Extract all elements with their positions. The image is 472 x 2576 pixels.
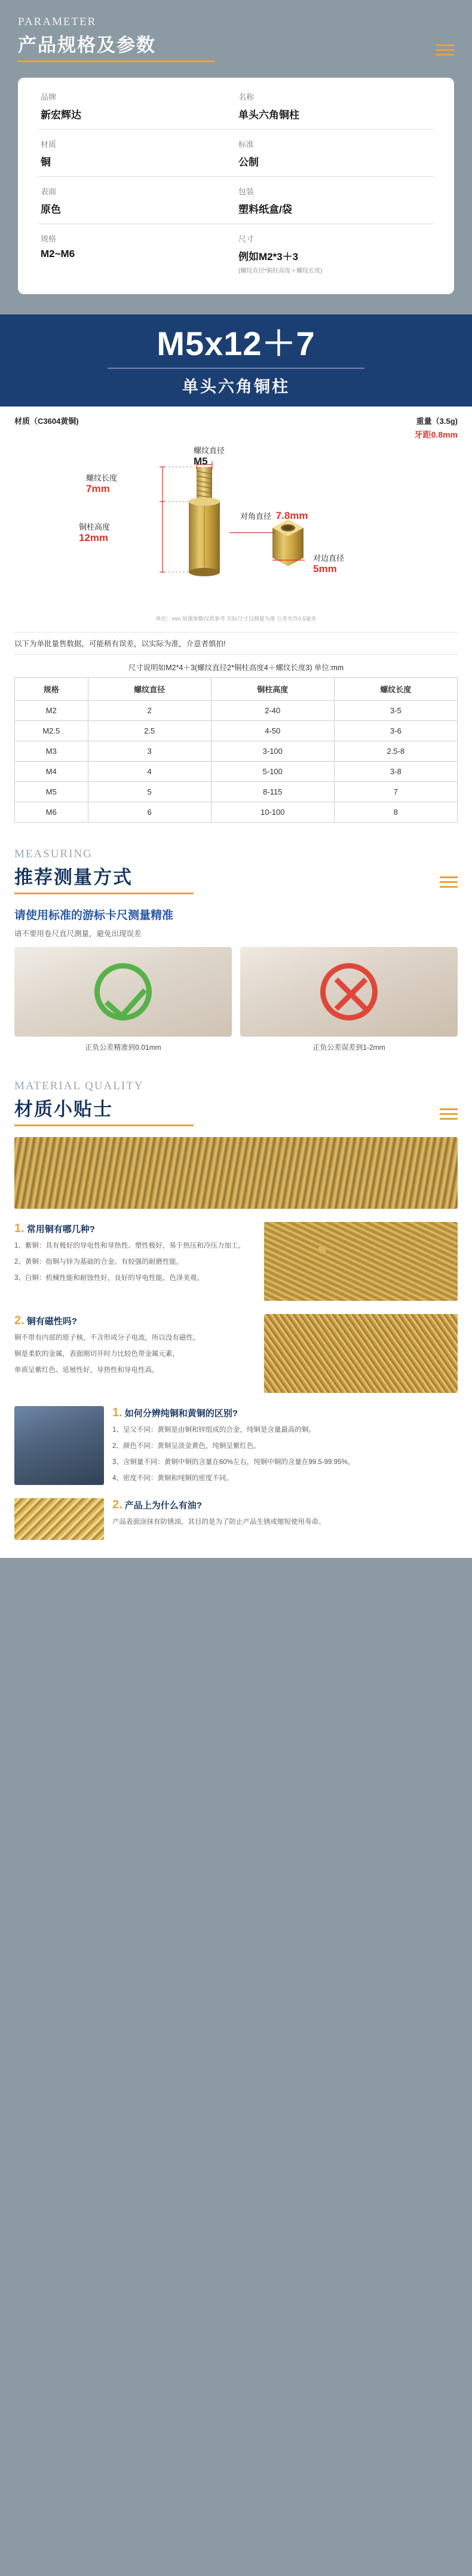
table-row [15,781,458,802]
table-cell: M5 [15,781,88,802]
diagonal-diameter-value: 7.8mm [275,509,308,521]
menu-icon [440,1108,458,1123]
measuring-header [14,848,458,894]
table-cell: 2.5 [88,720,211,741]
qa-item [14,1498,458,1540]
table-cell: 4-50 [211,720,334,741]
parameter-label: 材质 [41,140,57,149]
diagonal-diameter-label: 对角直径 7.8mm [240,509,308,521]
table-row [15,741,458,761]
thread-diameter-label: 螺纹直径 M5 [194,445,225,467]
table-cell: 3-8 [334,761,457,781]
parameter-value: 原色 [41,204,61,215]
parameter-label: 品牌 [41,93,57,102]
measuring-images [14,947,458,1037]
qa-item [14,1314,458,1393]
parameter-label: 规格 [41,234,57,243]
weight-label: 重量（3.5g) [416,416,458,426]
section-title-cn: 材质小贴士 [14,1098,113,1120]
table-cell: 8-115 [211,781,334,802]
column-header: 规格 [15,677,88,700]
qa-paragraph: 1、紫铜：具有极好的导电性和导热性、塑性极好，易于热压和冷压力加工。 [14,1242,245,1249]
table-cell: 2-40 [211,700,334,720]
qa-paragraph: 3、含铜量不同：黄铜中铜的含量在60%左右，纯铜中铜的含量在99.5-99.95%。 [112,1459,355,1466]
dimension-diagram-section [0,407,472,628]
table-row [15,761,458,781]
qa-paragraph: 铜不带有内部的原子核，不含形成分子电流，所以没有磁性。 [14,1334,200,1342]
parameter-value: M2~M6 [41,248,75,259]
parameter-label: 表面 [41,187,57,196]
size-table [14,677,458,823]
parameter-cell [38,82,236,129]
parameter-subnote: (螺纹直径*铜柱高度＋螺纹长度) [238,268,323,274]
table-header-row [15,677,458,700]
table-row [15,700,458,720]
table-cell: 3-5 [334,700,457,720]
batch-warning: 以下为单批量售数据，可能稍有误差，以实际为准，介意者慎拍! [14,632,458,655]
pillar-height-label: 铜柱高度 12mm [79,522,111,543]
brass-rods-banner-image [14,1137,458,1209]
qa-paragraph: 3、白铜：机械性能和耐蚀性好，良好的导电性能，色泽美观。 [14,1275,204,1282]
parameter-value: 新宏辉达 [41,109,81,121]
parameter-cell [38,224,236,282]
banner-divider [108,368,364,369]
parameter-value: 单头六角铜柱 [238,109,299,121]
menu-icon [440,876,458,891]
table-cell: 10-100 [211,802,334,822]
qa-item [14,1222,458,1301]
table-cell: M3 [15,741,88,761]
table-cell: 3 [88,741,211,761]
qa-paragraph: 单质呈紫红色、延展性好，导热性和导电性高。 [14,1367,159,1374]
title-underline [14,893,194,894]
qa-item [14,1406,458,1485]
worker-image [14,1406,104,1485]
parameter-label: 包装 [238,187,255,196]
table-cell: 3-6 [334,720,457,741]
section-title-en: PARAMETER [18,16,97,28]
brass-rods-image [264,1222,458,1301]
product-name: 单头六角铜柱 [182,377,290,396]
tape-measure-photo [240,947,458,1037]
table-cell: 5-100 [211,761,334,781]
parameter-row [38,224,434,282]
across-flats-label: 对边直径 5mm [313,553,345,575]
table-cell: 3-100 [211,741,334,761]
title-underline [18,60,215,62]
parameter-value: 公制 [238,157,259,168]
material-quality-section [0,1068,472,1558]
qa-number: 1. [112,1405,122,1419]
menu-icon [436,44,454,59]
parameter-row [38,177,434,224]
qa-paragraph: 铜是柔软的金属，表面刚切开时力比较色带金属元素， [14,1350,179,1358]
parameter-cell [38,177,236,224]
table-cell: 5 [88,781,211,802]
size-table-section [0,628,472,837]
table-cell: M2.5 [15,720,88,741]
qa-number: 1. [14,1221,24,1235]
diagram-note: 单位：mm 如图参数仅供参考 实际尺寸以测量为准 公差允许0.5毫米 [155,615,317,622]
measuring-subtitle: 请不要用卷尺直尺测量，避免出现误差 [14,929,142,938]
thread-diameter-value: M5 [194,455,208,467]
table-cell: 8 [334,802,457,822]
column-header: 螺纹直径 [88,677,211,700]
parameter-cell [236,82,434,129]
material-label: 材质（C3604黄铜) [14,416,79,426]
qa-number: 2. [14,1313,24,1327]
brass-coils-image [264,1314,458,1393]
parameter-card [18,78,454,294]
diagram-canvas [14,443,458,613]
parameter-cell [38,130,236,176]
parameter-value: 塑料纸盒/袋 [238,204,292,215]
material-quality-header [14,1080,458,1126]
check-circle-icon [94,963,152,1020]
qa-paragraph: 2、颜色不同：黄铜呈淡金黄色，纯铜呈紫红色。 [112,1442,260,1450]
parameter-cell [236,177,434,224]
measuring-section [0,837,472,1068]
product-title-banner [0,314,472,407]
parameter-header [18,16,454,62]
table-cell: 6 [88,802,211,822]
parameter-label: 名称 [238,93,255,102]
table-cell: M6 [15,802,88,822]
pillar-height-value: 12mm [79,531,109,543]
qa-question: 2. 产品上为什么有油? [112,1498,202,1511]
column-header: 螺纹长度 [334,677,457,700]
qa-paragraph: 2、黄铜：指铜与锌为基础的合金。有较强的耐磨性能。 [14,1258,183,1266]
qa-paragraph: 产品表面涂抹有防锈油，其目的是为了防止产品生锈或缩短使用寿命。 [112,1518,326,1526]
pitch-label: 牙距0.8mm [414,429,458,439]
parameter-label: 标准 [238,140,255,149]
qa-question: 1. 如何分辨纯铜和黄铜的区别? [112,1405,238,1419]
parameter-row [38,130,434,177]
table-cell: M4 [15,761,88,781]
caliper-photo [14,947,232,1037]
table-cell: 7 [334,781,457,802]
qa-paragraph: 4、密度不同：黄铜和纯铜的密度不同。 [112,1475,233,1483]
cross-circle-icon [320,963,378,1020]
qa-question: 2. 铜有磁性吗? [14,1313,77,1327]
thread-length-label: 螺纹长度 7mm [86,473,118,494]
across-flats-value: 5mm [313,563,337,575]
product-code: M5x12＋7 [157,325,315,362]
table-row [15,720,458,741]
parameter-cell [236,130,434,176]
measuring-title: 请使用标准的游标卡尺测量精准 [14,909,174,922]
section-title-en: MATERIAL QUALITY [14,1079,144,1092]
table-cell: 4 [88,761,211,781]
parameter-value: 例如M2*3＋3 [238,251,299,262]
table-cell: 2.5-8 [334,741,457,761]
parameter-row [38,82,434,130]
qa-paragraph: 1、呈父不同：黄铜是由铜和锌组成的合金，纯铜是含量最高的铜。 [112,1426,315,1434]
size-table-caption: 尺寸说明如M2*4＋3(螺纹直径2*铜柱高度4＋螺纹长度3) 单位:mm [128,663,344,672]
parameter-cell [236,224,434,282]
section-title-cn: 产品规格及参数 [18,35,156,56]
section-title-en: MEASURING [14,847,93,860]
parameter-section [0,0,472,314]
qa-question: 1. 常用铜有哪几种? [14,1221,95,1235]
qa-number: 2. [112,1498,122,1511]
table-row [15,802,458,822]
table-cell: 2 [88,700,211,720]
column-header: 铜柱高度 [211,677,334,700]
parameter-label: 尺寸 [238,234,255,243]
table-cell: M2 [15,700,88,720]
measuring-caption: 正负公差误差到1-2mm [312,1043,385,1052]
parameter-value: 铜 [41,157,51,168]
title-underline [14,1124,194,1126]
measuring-caption: 正负公差精准到0.01mm [85,1043,161,1052]
thread-length-value: 7mm [86,482,110,494]
brass-chips-image [14,1498,104,1540]
section-title-cn: 推荐测量方式 [14,866,133,888]
